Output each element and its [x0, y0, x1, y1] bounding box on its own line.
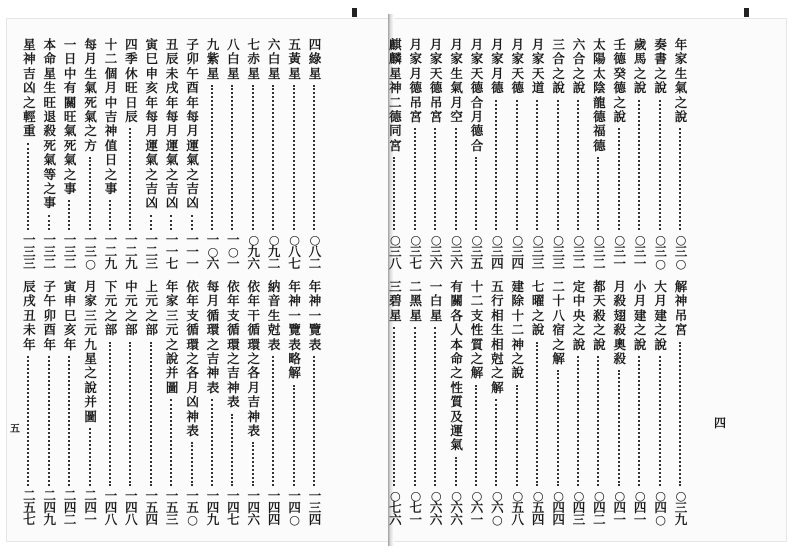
toc-entry: [468, 280, 485, 526]
toc-entry-title: 麒麟星神二德同宮: [389, 37, 402, 153]
dot-leader: [68, 200, 70, 230]
toc-entry-title: 一白星: [429, 279, 443, 323]
toc-entry-title: 子卯午酉年每月運氣之吉凶: [186, 37, 199, 211]
toc-entry-title: 年神一覽表: [308, 279, 322, 352]
toc-entry-title: 月家三元九星之說并圖: [84, 279, 97, 424]
toc-entry: [631, 38, 648, 270]
dot-leader: [597, 157, 599, 230]
dot-leader: [109, 200, 111, 230]
toc-column: [529, 38, 546, 528]
toc-entry: [245, 280, 262, 526]
toc-entry-title: 子午卯酉年: [43, 279, 57, 352]
toc-entry-page: ○八二: [308, 232, 322, 271]
dot-leader: [313, 356, 315, 486]
toc-entry: [529, 280, 546, 526]
toc-column: [672, 38, 689, 528]
toc-entry: [82, 280, 99, 526]
dot-leader: [129, 128, 131, 230]
toc-entry: [386, 38, 403, 270]
dot-leader: [109, 342, 111, 486]
toc-entry-page: 一三○: [84, 232, 97, 271]
toc-entry: [245, 38, 262, 270]
toc-entry: [652, 38, 669, 270]
dot-leader: [272, 356, 274, 486]
toc-entry-title: 小月建之說: [633, 279, 647, 352]
toc-entry: [611, 280, 628, 526]
toc-entry-page: 二四九: [43, 488, 57, 527]
toc-column: [652, 38, 669, 528]
dot-leader: [638, 356, 640, 486]
dot-leader: [313, 85, 315, 230]
dot-leader: [414, 327, 416, 486]
dot-leader: [231, 85, 233, 230]
toc-entry-page: ○七一: [409, 488, 423, 527]
toc-entry-page: 一二三: [145, 232, 159, 271]
dot-leader: [393, 327, 395, 486]
toc-column: [20, 38, 37, 528]
dot-leader: [516, 385, 518, 486]
toc-entry: [143, 280, 160, 526]
dot-leader: [293, 85, 295, 230]
toc-entry-page: ○三四: [491, 232, 504, 271]
toc-entry-page: ○三○: [654, 232, 667, 271]
dot-leader: [659, 356, 661, 486]
toc-entry-page: ○三○: [674, 232, 688, 271]
toc-entry-page: ○九六: [247, 232, 261, 271]
toc-entry-title: 中元之部: [125, 279, 138, 338]
toc-entry-page: 一二九: [104, 232, 118, 271]
toc-column: [407, 38, 424, 528]
dot-leader: [618, 128, 620, 230]
dot-leader: [577, 100, 579, 230]
toc-entry-page: ○四○: [654, 488, 667, 527]
toc-column: [163, 38, 180, 528]
toc-entry: [224, 38, 241, 270]
toc-entry-title: 寅申巳亥年: [63, 279, 77, 352]
dot-leader: [68, 356, 70, 486]
toc-entry: [448, 38, 465, 270]
toc-entry: [143, 38, 160, 270]
toc-entry-page: ○六六: [429, 488, 443, 527]
toc-column: [306, 38, 323, 528]
toc-entry: [265, 280, 282, 526]
toc-column: [509, 38, 526, 528]
toc-entry: [509, 280, 526, 526]
toc-entry-title: 三合之說: [552, 37, 565, 96]
toc-entry: [488, 280, 505, 526]
toc-entry-page: ○四一: [613, 488, 627, 527]
dot-leader: [27, 143, 29, 230]
toc-entry-title: 九紫星: [206, 37, 220, 81]
toc-entry-title: 解神吊宮: [674, 279, 688, 338]
toc-entry: [509, 38, 526, 270]
toc-entry-page: 一四六: [247, 488, 261, 527]
toc-entry: [386, 280, 403, 526]
dot-leader: [495, 100, 497, 230]
dot-leader: [150, 215, 152, 230]
dot-leader: [475, 157, 477, 230]
dot-leader: [659, 100, 661, 230]
toc-column: [468, 38, 485, 528]
toc-entry-page: ○四二: [593, 488, 606, 527]
toc-entry-title: 四季休旺日辰: [125, 37, 138, 125]
left-page-number: 五: [10, 424, 20, 435]
toc-entry-title: 下元之部: [104, 279, 118, 338]
toc-entry: [102, 280, 119, 526]
toc-entry-title: 五黃星: [288, 37, 301, 81]
toc-entry-page: ○三六: [429, 232, 443, 271]
toc-entry-page: ○八七: [288, 232, 301, 271]
toc-entry: [570, 38, 587, 270]
dot-leader: [393, 157, 395, 230]
toc-entry-title: 有關各人本命之性質及運氣: [450, 279, 463, 453]
toc-entry-title: 月家月德吊宮: [409, 37, 423, 125]
dot-leader: [211, 85, 213, 230]
toc-entry-title: 月家生氣月空: [450, 37, 463, 125]
dot-leader: [495, 399, 497, 486]
toc-entry: [306, 38, 323, 270]
dot-leader: [516, 100, 518, 230]
dot-leader: [414, 128, 416, 230]
toc-entry-page: 一四九: [206, 488, 220, 527]
toc-entry-title: 壬德癸德之說: [613, 37, 627, 125]
toc-column: [427, 38, 444, 528]
toc-entry-page: ○四三: [572, 488, 586, 527]
toc-column: [488, 38, 505, 528]
toc-entry-title: 星神吉凶之輕重: [23, 37, 36, 139]
toc-column: [550, 38, 567, 528]
toc-entry-title: 四綠星: [308, 37, 322, 81]
toc-entry-title: 依年支循環之吉神表: [227, 279, 240, 410]
toc-entry-title: 六合之說: [572, 37, 586, 96]
toc-entry-page: 一四四: [267, 488, 281, 527]
toc-entry-title: 歲馬之說: [633, 37, 647, 96]
toc-entry-page: ○三一: [613, 232, 627, 271]
toc-entry-page: ○六○: [491, 488, 504, 527]
dot-leader: [679, 128, 681, 230]
toc-column: [82, 38, 99, 528]
toc-entry-title: 太陽太陰龍德福德: [593, 37, 606, 153]
toc-entry-title: 建除十二神之說: [511, 279, 525, 381]
toc-column: [448, 38, 465, 528]
toc-entry-page: 一四○: [288, 488, 301, 527]
toc-entry: [82, 38, 99, 270]
toc-entry: [448, 280, 465, 526]
toc-entry-title: 月殺翅殺奧殺: [613, 279, 627, 367]
toc-entry: [184, 38, 201, 270]
dot-leader: [536, 342, 538, 486]
dot-leader: [48, 356, 50, 486]
toc-entry-page: 一五三: [165, 488, 179, 527]
toc-entry: [184, 280, 201, 526]
toc-entry-page: 一一一: [186, 232, 199, 271]
toc-entry-page: 一四八: [104, 488, 118, 527]
dot-leader: [89, 428, 91, 486]
toc-column: [102, 38, 119, 528]
toc-entry-page: 一一七: [165, 232, 179, 271]
dot-leader: [191, 442, 193, 486]
toc-entry-title: 月家天德吊宮: [429, 37, 443, 125]
toc-entry: [652, 280, 669, 526]
toc-entry-title: 七赤星: [247, 37, 261, 81]
toc-entry-title: 月家天道: [531, 37, 545, 96]
toc-entry: [306, 280, 323, 526]
toc-entry: [20, 280, 37, 526]
toc-entry-page: ○七六: [389, 488, 402, 527]
dot-leader: [434, 128, 436, 230]
toc-entry-title: 年神一覽表略解: [288, 279, 301, 381]
toc-entry-page: ○三七: [409, 232, 423, 271]
toc-entry: [286, 38, 303, 270]
toc-entry-title: 辰戌丑未年: [23, 279, 36, 352]
toc-entry-page: ○五四: [531, 488, 545, 527]
dot-leader: [455, 128, 457, 230]
dot-leader: [89, 157, 91, 230]
toc-entry-page: 一五○: [186, 488, 199, 527]
toc-entry: [407, 38, 424, 270]
dot-leader: [211, 399, 213, 486]
toc-entry: [224, 280, 241, 526]
toc-entry-title: 月家天德: [511, 37, 525, 96]
toc-entry-title: 十二支性質之解: [470, 279, 484, 381]
toc-entry-title: 丑辰未戌年每月運氣之吉凶: [165, 37, 179, 211]
dot-leader: [170, 399, 172, 486]
dot-leader: [293, 385, 295, 486]
toc-entry: [631, 280, 648, 526]
toc-entry: [590, 38, 607, 270]
toc-entry: [570, 280, 587, 526]
toc-entry-title: 月家天德合月德合: [470, 37, 484, 153]
toc-entry-title: 年家生氣之說: [674, 37, 688, 125]
toc-column: [41, 38, 58, 528]
toc-entry-page: ○三八: [389, 232, 402, 271]
toc-entry-title: 依年干循環之各月吉神表: [247, 279, 261, 439]
toc-entry-page: 一三四: [308, 488, 322, 527]
toc-column: [570, 38, 587, 528]
toc-entry: [427, 38, 444, 270]
toc-entry-page: ○三一: [633, 232, 647, 271]
toc-entry-title: 十二個月中吉神值日之事: [104, 37, 118, 197]
toc-entry-page: 二五七: [23, 488, 36, 527]
toc-entry-title: 奏書之說: [654, 37, 667, 96]
toc-entry: [102, 38, 119, 270]
dot-leader: [434, 327, 436, 486]
toc-entry-title: 大月建之說: [654, 279, 667, 352]
toc-entry-page: 一五四: [145, 488, 159, 527]
toc-entry: [20, 38, 37, 270]
toc-entry: [529, 38, 546, 270]
toc-entry-title: 月家月德: [491, 37, 504, 96]
toc-column: [245, 38, 262, 528]
toc-entry-title: 二十八宿之解: [552, 279, 565, 367]
toc-entry: [41, 38, 58, 270]
dot-leader: [475, 385, 477, 486]
toc-entry: [41, 280, 58, 526]
toc-entry-title: 五行相生相尅之解: [491, 279, 504, 395]
dot-leader: [48, 215, 50, 230]
dot-leader: [129, 342, 131, 486]
toc-entry-page: ○三五: [470, 232, 484, 271]
toc-entry-page: ○三九: [674, 488, 688, 527]
registration-mark: [352, 8, 357, 17]
toc-entry: [427, 280, 444, 526]
toc-entry-page: ○三四: [511, 232, 525, 271]
toc-entry-page: 一四七: [227, 488, 240, 527]
dot-leader: [170, 215, 172, 230]
toc-entry-title: 都天殺之說: [593, 279, 606, 352]
toc-entry: [672, 38, 689, 270]
toc-column: [184, 38, 201, 528]
dot-leader: [577, 356, 579, 486]
toc-entry: [61, 38, 78, 270]
toc-entry: [590, 280, 607, 526]
toc-entry-title: 三碧星: [389, 279, 402, 323]
toc-entry-page: 二四二: [63, 488, 77, 527]
toc-entry-title: 二黑星: [409, 279, 423, 323]
dot-leader: [536, 100, 538, 230]
toc-entry: [122, 280, 139, 526]
toc-entry-title: 六白星: [267, 37, 281, 81]
toc-entry-page: 一二九: [125, 232, 138, 271]
toc-entry-page: ○三三: [552, 232, 565, 271]
toc-entry: [550, 38, 567, 270]
toc-entry: [488, 38, 505, 270]
toc-entry-page: ○三三: [531, 232, 545, 271]
toc-entry: [550, 280, 567, 526]
toc-entry-page: ○六六: [450, 488, 463, 527]
registration-mark: [744, 8, 749, 17]
toc-entry-page: ○三六: [450, 232, 463, 271]
toc-entry-title: 本命星生旺退殺死氣等之事: [43, 37, 57, 211]
toc-column: [265, 38, 282, 528]
toc-entry: [286, 280, 303, 526]
toc-column: [286, 38, 303, 528]
toc-entry-page: ○四四: [552, 488, 565, 527]
dot-leader: [679, 342, 681, 486]
toc-entry: [122, 38, 139, 270]
toc-entry-page: ○六一: [470, 488, 484, 527]
toc-column: [386, 38, 403, 528]
toc-entry: [468, 38, 485, 270]
toc-entry-title: 每月循環之吉神表: [206, 279, 220, 395]
toc-column: [61, 38, 78, 528]
toc-column: [590, 38, 607, 528]
toc-entry: [204, 38, 221, 270]
dot-leader: [618, 370, 620, 486]
dot-leader: [638, 100, 640, 230]
dot-leader: [150, 342, 152, 486]
toc-entry: [204, 280, 221, 526]
toc-entry-title: 每月生氣死氣之方: [84, 37, 97, 153]
dot-leader: [557, 370, 559, 486]
toc-entry: [407, 280, 424, 526]
toc-entry-page: 一三三: [23, 232, 36, 271]
toc-column: [224, 38, 241, 528]
toc-entry: [672, 280, 689, 526]
toc-entry-title: 寅巳申亥年每月運氣之吉凶: [145, 37, 159, 211]
dot-leader: [252, 442, 254, 486]
dot-leader: [252, 85, 254, 230]
toc-entry-title: 年家三元之說并圖: [165, 279, 179, 395]
toc-entry-page: 一○一: [227, 232, 240, 271]
toc-entry-title: 納音生尅表: [267, 279, 281, 352]
toc-entry: [611, 38, 628, 270]
toc-entry-title: 一日中有關旺氣死氣之事: [63, 37, 77, 197]
toc-entry-title: 定中央之說: [572, 279, 586, 352]
dot-leader: [191, 215, 193, 230]
toc-column: [122, 38, 139, 528]
toc-column: [611, 38, 628, 528]
toc-entry-title: 七曜之說: [531, 279, 545, 338]
toc-entry: [163, 38, 180, 270]
toc-column: [143, 38, 160, 528]
toc-entry: [61, 280, 78, 526]
toc-entry-page: 一四八: [125, 488, 138, 527]
toc-entry-page: ○三二: [593, 232, 606, 271]
dot-leader: [597, 356, 599, 486]
dot-leader: [272, 85, 274, 230]
toc-entry-page: ○五八: [511, 488, 525, 527]
toc-entry-title: 依年支循環之各月凶神表: [186, 279, 199, 439]
dot-leader: [455, 457, 457, 486]
toc-entry-page: 一三二: [43, 232, 57, 271]
toc-entry-page: ○九二: [267, 232, 281, 271]
toc-entry: [163, 280, 180, 526]
dot-leader: [231, 414, 233, 486]
toc-column: [631, 38, 648, 528]
dot-leader: [27, 356, 29, 486]
toc-column: [204, 38, 221, 528]
dot-leader: [557, 100, 559, 230]
toc-entry: [265, 38, 282, 270]
toc-entry-page: ○四一: [633, 488, 647, 527]
toc-entry-page: 一三二: [63, 232, 77, 271]
right-page-number: 四: [714, 416, 727, 430]
toc-entry-page: ○三二: [572, 232, 586, 271]
toc-entry-title: 上元之部: [145, 279, 159, 338]
toc-entry-page: 一○六: [206, 232, 220, 271]
toc-entry-page: 二四一: [84, 488, 97, 527]
toc-entry-title: 八白星: [227, 37, 240, 81]
